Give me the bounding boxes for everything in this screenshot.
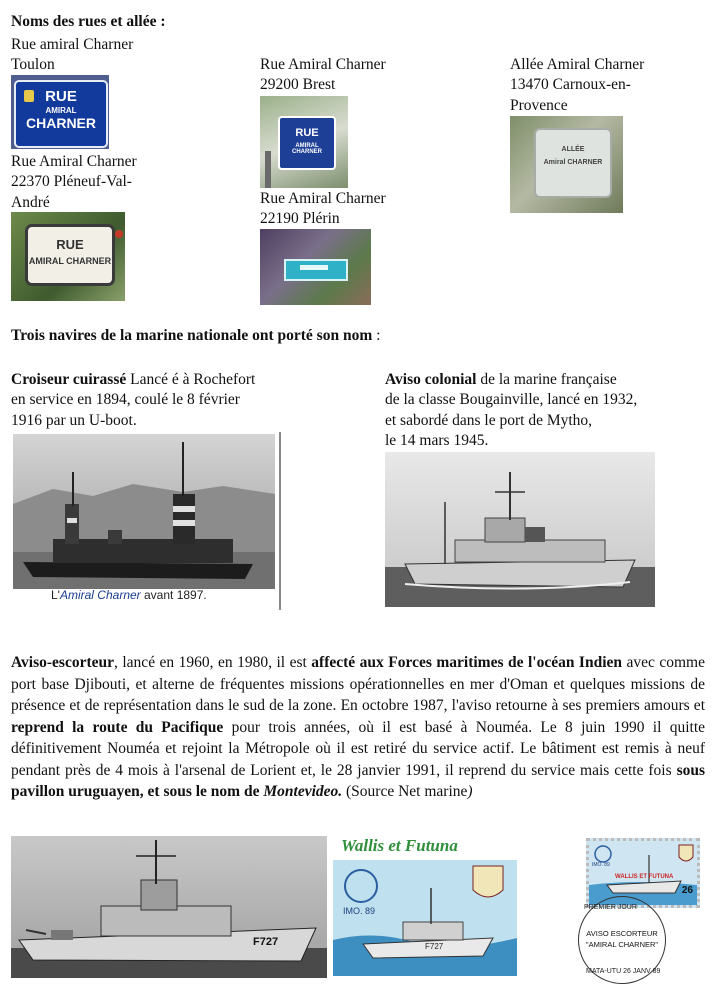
carnoux-city: 13470 Carnoux-en-: [510, 76, 631, 93]
stamp-value: 26: [681, 885, 693, 896]
stamp-block: [572, 836, 702, 986]
croiseur-caption: [51, 588, 207, 602]
streets-heading: Noms des rues et allée :: [11, 13, 166, 30]
croiseur-title: Croiseur cuirassé: [11, 371, 127, 388]
cancel-date: MATA-UTU 26 JANV 89: [586, 968, 661, 975]
cancel-line1: AVISO ESCORTEUR: [586, 929, 658, 938]
plerin-city: 22190 Plérin: [260, 210, 340, 227]
wallis-hull-number: F727: [425, 942, 444, 951]
plerin-street: Rue Amiral Charner: [260, 190, 386, 207]
toulon-sign-word3: CHARNER: [26, 115, 96, 131]
premier-jour: PREMIER JOUR: [584, 904, 637, 911]
wallis-card: [333, 836, 517, 976]
crest-icon: [24, 90, 34, 102]
traffic-sign-icon: [115, 230, 123, 238]
pleneuf-sign-photo: [11, 212, 125, 301]
croiseur-line3: 1916 par un U-boot.: [11, 412, 137, 429]
aviso-line2: de la classe Bougainville, lancé en 1932,: [385, 391, 638, 408]
escorteur-hull-number: F727: [253, 936, 279, 948]
toulon-city: Toulon: [11, 56, 55, 73]
ships-heading: [11, 326, 380, 346]
aviso-title: Aviso colonial: [385, 371, 477, 388]
ships-heading-bold: Trois navires de la marine nationale ont porté son nom: [11, 327, 373, 344]
aviso-line1: [385, 370, 617, 390]
carnoux-sign-word1: ALLÉE: [561, 146, 585, 153]
pleneuf-city: 22370 Pléneuf-Val-: [11, 173, 132, 190]
carnoux-sign-word2: Amiral CHARNER: [543, 159, 603, 166]
aviso-line1-rest: de la marine française: [476, 371, 617, 388]
toulon-street: Rue amiral Charner: [11, 36, 134, 53]
carnoux-city-2: Provence: [510, 97, 568, 114]
pleneuf-sign-word1: RUE: [56, 237, 84, 252]
postage-stamp: [586, 838, 700, 908]
cancellation-text: [582, 928, 662, 950]
cancel-line2: "AMIRAL CHARNER": [585, 940, 659, 949]
brest-sign-photo: [260, 96, 348, 188]
aviso-line3: et sabordé dans le port de Mytho,: [385, 412, 593, 429]
caption-suffix: avant 1897.: [140, 588, 207, 602]
carnoux-street: Allée Amiral Charner: [510, 56, 645, 73]
wallis-imo-label: IMO. 89: [343, 906, 376, 916]
ships-heading-colon: :: [372, 327, 381, 344]
croiseur-line1-rest: Lancé é à Rochefort: [126, 371, 256, 388]
escorteur-paragraph: Aviso-escorteur, lancé en 1960, en 1980, il est affecté aux Forces maritimes de l'océan Indien avec comme port base Djibouti, et alterne de fréquentes missions opérationnelles en mer d'Oman et quelques missions de présence et de représentation dans le sud de la zone. En octobre 1987, l'aviso retourne à ses premiers amours et reprend la route du Pacifique pour trois années, où il est basé à Nouméa. Le 8 juin 1990 il quitte définitivement Nouméa et rejoint la Métropole où il est retiré du service actif. Le bâtiment est remis à neuf pendant près de 4 mois à l'arsenal de Lorient et, le 28 janvier 1991, il reprend du service mais cette fois sous pavillon uruguayen, et sous le nom de Montevideo. (Source Net marine): [11, 654, 706, 800]
stamp-country: WALLIS ET FUTUNA: [615, 874, 674, 880]
carnoux-sign-photo: [510, 116, 623, 213]
wallis-title: Wallis et Futuna: [341, 836, 458, 855]
brest-sign-word2: AMIRAL CHARNER: [292, 143, 322, 155]
escorteur-photo: [11, 836, 327, 978]
toulon-sign-photo: [11, 75, 109, 149]
croiseur-line1: [11, 370, 255, 390]
pleneuf-sign-word2: AMIRAL CHARNER: [28, 256, 112, 266]
pleneuf-city-2: André: [11, 194, 50, 211]
croiseur-photo: [11, 432, 281, 610]
escorteur-title: Aviso-escorteur: [11, 654, 115, 671]
aviso-photo: [385, 452, 655, 607]
stamp-imo-label: IMO. 89: [592, 862, 610, 868]
caption-ship-name: Amiral Charner: [59, 588, 141, 602]
croiseur-line2: en service en 1894, coulé le 8 février: [11, 391, 240, 408]
pleneuf-street: Rue Amiral Charner: [11, 153, 137, 170]
brest-sign-word1: RUE: [295, 127, 319, 139]
caption-prefix: L': [51, 588, 60, 602]
plerin-sign-photo: [260, 229, 371, 305]
brest-street: Rue Amiral Charner: [260, 56, 386, 73]
toulon-sign-word1: RUE: [45, 88, 77, 105]
toulon-sign-word2: AMIRAL: [45, 106, 77, 115]
brest-city: 29200 Brest: [260, 76, 336, 93]
aviso-line4: le 14 mars 1945.: [385, 432, 489, 449]
